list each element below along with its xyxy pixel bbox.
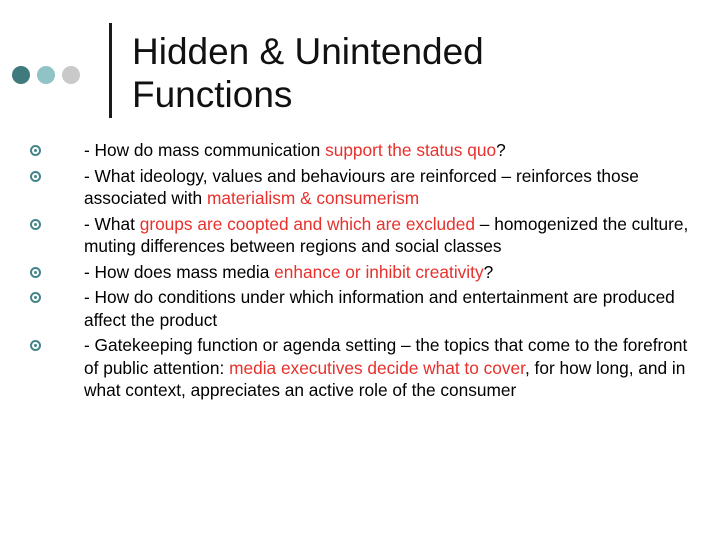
bullet-ring-icon [30,145,41,156]
bullet-highlight: support the status quo [325,140,497,160]
bullet-text-tail: , for how long, and in what context, appreciates an active role of the consumer [84,357,686,400]
title-divider-line [109,23,112,118]
decor-dot-light [37,66,55,84]
bullet-item [30,139,700,162]
slide-title [132,30,692,116]
bullet-item [30,334,700,402]
bullet-text: - What [84,213,140,234]
bullet-ring-icon [30,292,41,303]
bullet-text: - How do conditions under which information and entertainment are produced affect the product [84,287,675,330]
bullet-text-tail: ? [483,261,494,282]
slide-title-line-2: Functions [132,74,293,115]
bullet-text: - What ideology, values and behaviours are reinforced – reinforces those associated with [84,165,639,208]
bullet-highlight: groups are coopted and which are excluded [139,213,475,234]
bullet-text: - How does mass media [84,261,275,282]
bullet-ring-icon [30,267,41,278]
bullet-ring-icon [30,219,41,230]
decor-dot-grey [62,66,80,84]
title-decoration-dots [12,66,80,84]
bullet-item [30,286,700,331]
bullet-text-tail: – homogenized the culture, muting differences between regions and social classes [84,213,689,256]
bullet-item [30,261,700,284]
slide-title-line-1: Hidden & Unintended [132,31,484,72]
bullet-text: - Gatekeeping function or agenda setting – the topics that come to the forefront of public attention: [84,335,688,378]
bullet-highlight: media executives decide what to cover [229,357,525,378]
bullet-text-tail: ? [496,140,506,160]
bullet-highlight: materialism & consumerism [206,188,420,208]
decor-dot-dark [12,66,30,84]
bullet-list [30,139,700,405]
bullet-text: - How do mass communication [84,140,326,160]
bullet-item [30,213,700,258]
bullet-ring-icon [30,171,41,182]
bullet-highlight: enhance or inhibit creativity [274,261,484,282]
bullet-item [30,165,700,210]
bullet-ring-icon [30,340,41,351]
